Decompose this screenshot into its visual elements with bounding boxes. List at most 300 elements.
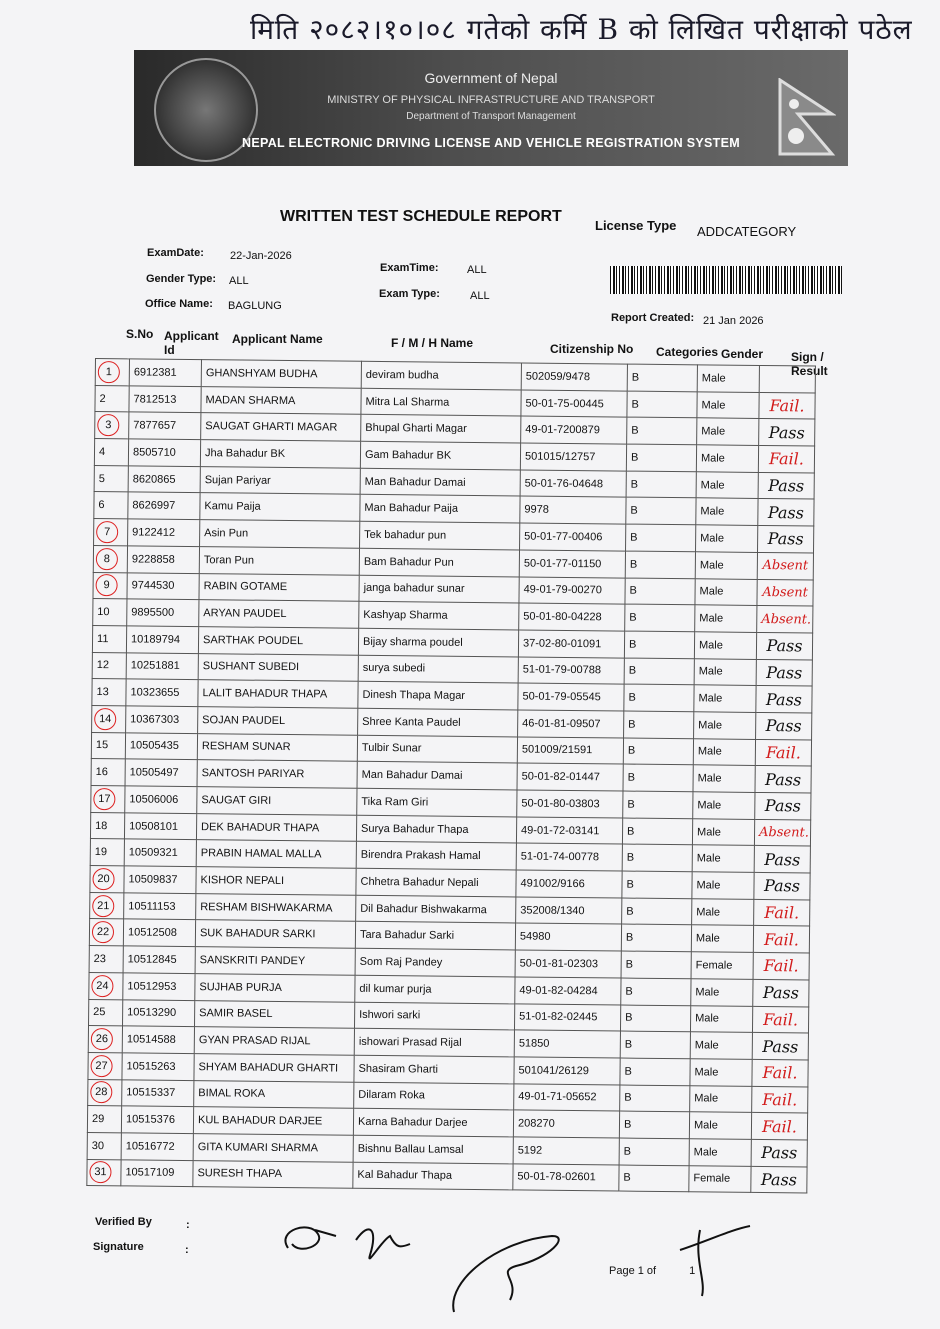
category-text: B	[623, 1172, 631, 1185]
category-text: B	[624, 1091, 632, 1105]
result-cell	[751, 1166, 807, 1193]
category-cell	[619, 1165, 689, 1192]
sno-text: 23	[93, 952, 107, 966]
gender-text: Male	[697, 745, 722, 759]
license-type-value: ADDCATEGORY	[697, 224, 797, 239]
sno-cell	[88, 1052, 122, 1079]
result-cell	[751, 1113, 807, 1140]
citizenship-text: 37-02-80-01091	[522, 637, 602, 651]
applicant-id-cell	[123, 946, 195, 973]
sno-circled: 22	[92, 921, 114, 943]
citizenship-cell	[516, 817, 622, 845]
citizenship-text: 352008/1340	[520, 904, 585, 917]
gender-text: Male	[698, 639, 723, 652]
applicant-id-text: 10508101	[129, 819, 179, 833]
category-cell	[627, 391, 697, 418]
banner-government: Government of Nepal	[424, 70, 558, 86]
citizenship-cell	[513, 1164, 619, 1192]
applicant-id-cell	[128, 519, 200, 546]
applicant-id-text: 10323655	[130, 686, 180, 699]
result-cell	[759, 365, 815, 392]
applicant-name-cell	[199, 600, 359, 628]
result-cell	[756, 686, 812, 713]
result-cell	[756, 632, 812, 659]
applicant-name-text: SUJHAB PURJA	[199, 980, 283, 994]
fmh-name-cell	[358, 628, 518, 656]
applicant-name-cell	[200, 466, 360, 494]
result-cell	[753, 926, 809, 953]
category-cell	[620, 1058, 690, 1085]
result-mark: Pass	[765, 769, 802, 790]
result-mark: Pass	[766, 636, 803, 656]
fmh-name-cell	[361, 361, 521, 389]
category-cell	[623, 764, 693, 791]
fmh-name-cell	[359, 601, 519, 629]
col-header-applicant-id: Applicant Id	[164, 329, 219, 357]
gender-text: Male	[694, 1039, 719, 1052]
applicant-name-text: SANTOSH PARIYAR	[201, 767, 305, 781]
category-cell	[622, 818, 692, 845]
gender-text: Male	[699, 559, 724, 572]
gender-cell	[693, 738, 755, 765]
citizenship-cell	[516, 870, 622, 898]
applicant-name-cell	[201, 386, 361, 414]
category-text: B	[626, 905, 634, 918]
applicant-name-cell	[196, 840, 356, 868]
report-created-value: 21 Jan 2026	[703, 315, 764, 327]
result-mark: Absent.	[761, 611, 812, 628]
col-header-citizenship: Citizenship No	[550, 342, 634, 356]
applicant-name-cell	[196, 813, 356, 841]
category-text: B	[624, 1038, 633, 1051]
citizenship-cell	[514, 1057, 620, 1085]
category-text: B	[626, 851, 635, 864]
citizenship-text: 49-01-71-05652	[518, 1090, 597, 1104]
result-cell	[752, 1033, 808, 1060]
license-type-label: License Type	[595, 218, 677, 233]
applicant-name-text: SHYAM BAHADUR GHARTI	[198, 1060, 339, 1075]
sno-cell	[92, 679, 126, 706]
fmh-name-cell	[358, 708, 518, 736]
citizenship-cell	[516, 843, 622, 871]
gender-cell	[692, 872, 754, 899]
result-mark: Fail.	[761, 1116, 798, 1136]
gender-cell	[695, 552, 757, 579]
applicant-name-text: RABIN GOTAME	[203, 580, 288, 594]
category-cell	[622, 844, 692, 871]
applicant-id-cell	[126, 679, 198, 706]
barcode	[610, 266, 842, 294]
sno-text: 19	[94, 846, 108, 859]
page-label: Page 1 of	[609, 1265, 657, 1277]
category-cell	[624, 684, 694, 711]
sno-text: 4	[98, 445, 106, 459]
result-mark: Fail.	[768, 449, 805, 469]
banner-ministry: MINISTRY OF PHYSICAL INFRASTRUCTURE AND TRANSPORT	[327, 94, 655, 106]
sno-cell	[91, 759, 125, 786]
sno-cell	[88, 1026, 122, 1053]
applicant-id-text: 9744530	[131, 579, 175, 593]
result-mark: Fail.	[763, 1009, 799, 1030]
verified-by-colon: :	[186, 1219, 190, 1231]
citizenship-cell	[515, 950, 621, 978]
applicant-name-text: RESHAM BISHWAKARMA	[200, 900, 333, 915]
fmh-name-cell	[355, 922, 515, 950]
applicant-id-text: 10251881	[130, 659, 180, 673]
applicant-name-text: PRABIN HAMAL MALLA	[200, 847, 322, 861]
applicant-id-text: 7877657	[133, 419, 177, 433]
applicant-id-cell	[125, 732, 197, 759]
category-cell	[622, 898, 692, 925]
gender-cell	[689, 1165, 751, 1192]
sno-cell	[87, 1159, 121, 1186]
citizenship-text: 49-01-72-03141	[521, 824, 600, 837]
citizenship-cell	[514, 1083, 620, 1111]
fmh-name-text: Gam Bahadur BK	[364, 448, 452, 462]
citizenship-text: 50-01-77-01150	[523, 557, 602, 570]
applicant-name-text: SAMIR BASEL	[199, 1007, 273, 1021]
category-cell	[620, 1085, 690, 1112]
applicant-id-cell	[122, 1079, 194, 1106]
citizenship-text: 501015/12757	[524, 450, 596, 464]
result-cell	[759, 419, 815, 446]
applicant-id-text: 6912381	[133, 366, 177, 379]
applicant-name-cell	[198, 680, 358, 708]
fmh-name-text: Tek bahadur pun	[364, 528, 447, 542]
fmh-name-cell	[354, 1028, 514, 1056]
sno-cell	[90, 892, 124, 919]
applicant-name-cell	[195, 947, 355, 975]
sno-circled: 28	[90, 1081, 112, 1103]
citizenship-text: 50-01-78-02601	[517, 1170, 596, 1184]
signature-label: Signature	[93, 1241, 144, 1253]
citizenship-text: 491002/9166	[520, 877, 585, 891]
applicant-id-cell	[123, 999, 195, 1026]
sno-cell	[87, 1132, 121, 1159]
sno-circled: 1	[98, 361, 120, 383]
banner-system: NEPAL ELECTRONIC DRIVING LICENSE AND VEHICLE REGISTRATION SYSTEM	[242, 136, 740, 150]
citizenship-cell	[513, 1110, 619, 1138]
gender-cell	[696, 498, 758, 525]
col-header-gender: Gender	[721, 347, 764, 361]
sno-circled: 31	[89, 1161, 111, 1183]
gender-cell	[693, 792, 755, 819]
fmh-name-cell	[355, 975, 515, 1003]
category-text: B	[628, 718, 636, 731]
exam-date-label: ExamDate:	[147, 247, 204, 259]
fmh-name-cell	[357, 788, 517, 816]
gender-text: Male	[700, 505, 725, 518]
sno-circled: 17	[93, 788, 115, 810]
applicant-name-cell	[198, 653, 358, 681]
citizenship-cell	[520, 470, 626, 498]
applicant-name-text: SURESH THAPA	[197, 1167, 283, 1181]
category-cell	[624, 711, 694, 738]
result-cell	[752, 1006, 808, 1033]
applicant-name-text: DEK BAHADUR THAPA	[201, 820, 320, 834]
citizenship-cell	[517, 763, 623, 791]
citizenship-text: 502059/9478	[525, 370, 591, 384]
applicant-name-cell	[196, 893, 356, 921]
col-header-sno: S.No	[126, 327, 154, 341]
fmh-name-text: Bishnu Ballau Lamsal	[357, 1142, 464, 1156]
sno-circled: 26	[91, 1028, 113, 1050]
category-text: B	[631, 398, 639, 411]
category-cell	[623, 738, 693, 765]
result-cell	[754, 819, 810, 846]
sno-circled: 20	[92, 868, 114, 890]
applicant-id-cell	[124, 893, 196, 920]
fmh-name-text: Tulbir Sunar	[361, 742, 422, 755]
fmh-name-text: Ishwori sarki	[359, 1009, 421, 1022]
category-text: B	[630, 451, 639, 464]
citizenship-cell	[520, 496, 626, 524]
applicant-id-text: 7812513	[133, 392, 177, 406]
nepal-flag-icon	[776, 78, 836, 156]
fmh-name-text: Bhupal Gharti Magar	[365, 422, 467, 436]
fmh-name-text: surya subedi	[362, 662, 426, 675]
result-cell	[758, 472, 814, 499]
result-cell	[754, 872, 810, 899]
citizenship-cell	[521, 363, 627, 391]
citizenship-cell	[517, 737, 623, 765]
applicant-name-cell	[201, 413, 361, 441]
sno-cell	[93, 545, 127, 572]
fmh-name-cell	[359, 548, 519, 576]
category-text: B	[630, 478, 639, 491]
fmh-name-cell	[360, 521, 520, 549]
category-cell	[620, 1005, 690, 1032]
fmh-name-cell	[357, 762, 517, 790]
sno-text: 16	[95, 766, 108, 779]
gender-cell	[697, 365, 759, 392]
sno-cell	[92, 625, 126, 652]
gender-text: Male	[697, 825, 721, 839]
col-header-result: Sign / Result	[791, 350, 828, 378]
handwritten-note: मिति २०८२।१०।०८ गतेको कर्मि B को लिखित परीक्षाको पठेल	[250, 13, 913, 46]
applicant-id-text: 10516772	[125, 1140, 175, 1153]
applicant-id-cell	[127, 572, 199, 599]
gender-cell	[695, 605, 757, 632]
schedule-table	[86, 358, 816, 1194]
result-cell	[754, 899, 810, 926]
signature-mark-4	[680, 1226, 750, 1296]
fmh-name-cell	[360, 495, 520, 523]
fmh-name-cell	[361, 388, 521, 416]
applicant-id-text: 10189794	[130, 633, 181, 646]
fmh-name-cell	[361, 415, 521, 443]
citizenship-text: 51-01-79-00788	[522, 663, 602, 677]
applicant-id-cell	[122, 1026, 194, 1053]
category-text: B	[631, 371, 640, 384]
sno-cell	[95, 359, 129, 386]
category-text: B	[625, 958, 634, 971]
applicant-id-cell	[129, 386, 201, 413]
applicant-name-text: Toran Pun	[203, 553, 255, 567]
result-cell	[753, 979, 809, 1006]
result-mark: Absent.	[758, 825, 809, 841]
citizenship-text: 50-01-76-04648	[524, 477, 604, 490]
fmh-name-cell	[358, 682, 518, 710]
applicant-id-text: 10509321	[128, 846, 178, 860]
gender-cell	[696, 472, 758, 499]
applicant-id-text: 10509837	[128, 873, 178, 886]
gender-text: Female	[693, 1172, 731, 1186]
office-name-value: BAGLUNG	[228, 300, 282, 312]
applicant-name-cell	[197, 787, 357, 815]
applicant-name-cell	[194, 1027, 354, 1055]
applicant-id-cell	[124, 839, 196, 866]
header-banner	[134, 50, 848, 166]
citizenship-cell	[518, 657, 624, 685]
sno-cell	[91, 785, 125, 812]
sno-cell	[93, 599, 127, 626]
applicant-name-cell	[200, 440, 360, 468]
category-text: B	[630, 504, 638, 517]
category-cell	[626, 471, 696, 498]
gender-text: Male	[701, 372, 726, 385]
col-header-categories: Categories	[656, 345, 719, 359]
result-cell	[752, 1059, 808, 1086]
fmh-name-cell	[354, 1002, 514, 1030]
result-mark: Pass	[765, 689, 803, 710]
gender-cell	[693, 765, 755, 792]
category-cell	[619, 1138, 689, 1165]
fmh-name-cell	[359, 575, 519, 603]
applicant-id-text: 9122412	[132, 526, 176, 539]
gender-text: Male	[701, 425, 726, 438]
citizenship-cell	[519, 603, 625, 631]
sno-cell	[89, 946, 123, 973]
sno-cell	[89, 919, 123, 946]
fmh-name-cell	[356, 895, 516, 923]
result-cell	[757, 579, 813, 606]
applicant-id-cell	[121, 1159, 193, 1186]
gender-cell	[691, 979, 753, 1006]
gender-cell	[690, 1032, 752, 1059]
sno-text: 25	[93, 1006, 106, 1019]
fmh-name-text: janga bahadur sunar	[363, 582, 465, 596]
sno-cell	[90, 866, 124, 893]
applicant-id-text: 9895500	[131, 606, 175, 619]
fmh-name-text: Dilaram Roka	[358, 1089, 425, 1102]
gender-cell	[694, 658, 756, 685]
applicant-id-cell	[128, 439, 200, 466]
signature-mark-1	[285, 1227, 336, 1248]
citizenship-text: 50-01-80-04228	[523, 610, 602, 624]
applicant-id-text: 10367303	[130, 713, 180, 726]
report-created-label: Report Created:	[611, 312, 695, 324]
result-mark: Pass	[768, 422, 805, 443]
result-cell	[754, 846, 810, 873]
applicant-name-cell	[195, 920, 355, 948]
gender-text: Male	[693, 1119, 718, 1132]
result-cell	[753, 953, 809, 980]
result-mark: Fail.	[763, 929, 799, 950]
fmh-name-text: Bijay sharma poudel	[362, 635, 463, 649]
fmh-name-text: Bam Bahadur Pun	[363, 555, 454, 569]
sno-text: 5	[98, 472, 105, 485]
applicant-name-cell	[197, 760, 357, 788]
gender-text: Male	[700, 452, 725, 465]
applicant-name-cell	[200, 520, 360, 548]
citizenship-text: 208270	[517, 1117, 555, 1130]
result-mark: Pass	[764, 796, 801, 816]
applicant-name-text: GYAN PRASAD RIJAL	[198, 1034, 311, 1048]
category-text: B	[627, 771, 636, 784]
sno-cell	[94, 519, 128, 546]
citizenship-cell	[518, 683, 624, 711]
result-mark: Pass	[764, 849, 801, 870]
applicant-name-cell	[197, 733, 357, 761]
category-text: B	[627, 825, 635, 838]
applicant-name-text: Jha Bahadur BK	[204, 447, 286, 460]
result-mark: Fail.	[763, 956, 799, 976]
citizenship-cell	[516, 897, 622, 925]
citizenship-text: 49-01-79-00270	[523, 583, 602, 597]
category-cell	[625, 578, 695, 605]
applicant-name-cell	[198, 707, 358, 735]
gender-text: Male	[701, 398, 726, 412]
gender-cell	[691, 952, 753, 979]
gender-text: Male	[694, 1092, 719, 1105]
fmh-name-cell	[353, 1135, 513, 1163]
sno-text: 10	[97, 606, 110, 619]
sno-circled: 7	[96, 521, 118, 543]
result-cell	[755, 766, 811, 793]
result-mark: Pass	[767, 529, 804, 549]
fmh-name-text: Man Bahadur Damai	[364, 475, 466, 489]
category-text: B	[631, 424, 639, 437]
citizenship-text: 9978	[524, 503, 549, 517]
signature-mark-3	[453, 1236, 559, 1312]
applicant-name-cell	[193, 1134, 353, 1162]
col-header-fmh-name: F / M / H Name	[391, 336, 474, 350]
result-cell	[756, 659, 812, 686]
applicant-name-cell	[201, 360, 361, 388]
applicant-name-text: GITA KUMARI SHARMA	[197, 1140, 319, 1155]
result-mark: Pass	[768, 476, 805, 496]
citizenship-text: 50-01-77-00406	[524, 530, 603, 544]
applicant-id-cell	[124, 813, 196, 840]
gender-text: Male	[696, 852, 721, 865]
fmh-name-cell	[353, 1162, 513, 1190]
category-text: B	[627, 745, 636, 758]
result-cell	[759, 392, 815, 419]
applicant-id-text: 10517109	[125, 1166, 175, 1180]
gender-text: Male	[698, 719, 723, 732]
result-cell	[758, 526, 814, 553]
sno-text: 6	[98, 499, 105, 512]
fmh-name-cell	[354, 1082, 514, 1110]
gender-cell	[695, 578, 757, 605]
citizenship-cell	[513, 1137, 619, 1165]
result-mark: Pass	[766, 662, 803, 683]
applicant-name-cell	[195, 1000, 355, 1028]
result-cell	[755, 792, 811, 819]
result-cell	[751, 1139, 807, 1166]
category-cell	[627, 417, 697, 444]
category-text: B	[628, 691, 636, 704]
applicant-name-text: SOJAN PAUDEL	[202, 713, 286, 727]
applicant-id-cell	[129, 412, 201, 439]
applicant-name-text: SUK BAHADUR SARKI	[199, 927, 316, 941]
gender-cell	[694, 685, 756, 712]
applicant-name-text: LALIT BAHADUR THAPA	[202, 687, 328, 701]
applicant-id-cell	[126, 626, 198, 653]
category-cell	[622, 871, 692, 898]
col-header-applicant-name: Applicant Name	[232, 332, 323, 346]
